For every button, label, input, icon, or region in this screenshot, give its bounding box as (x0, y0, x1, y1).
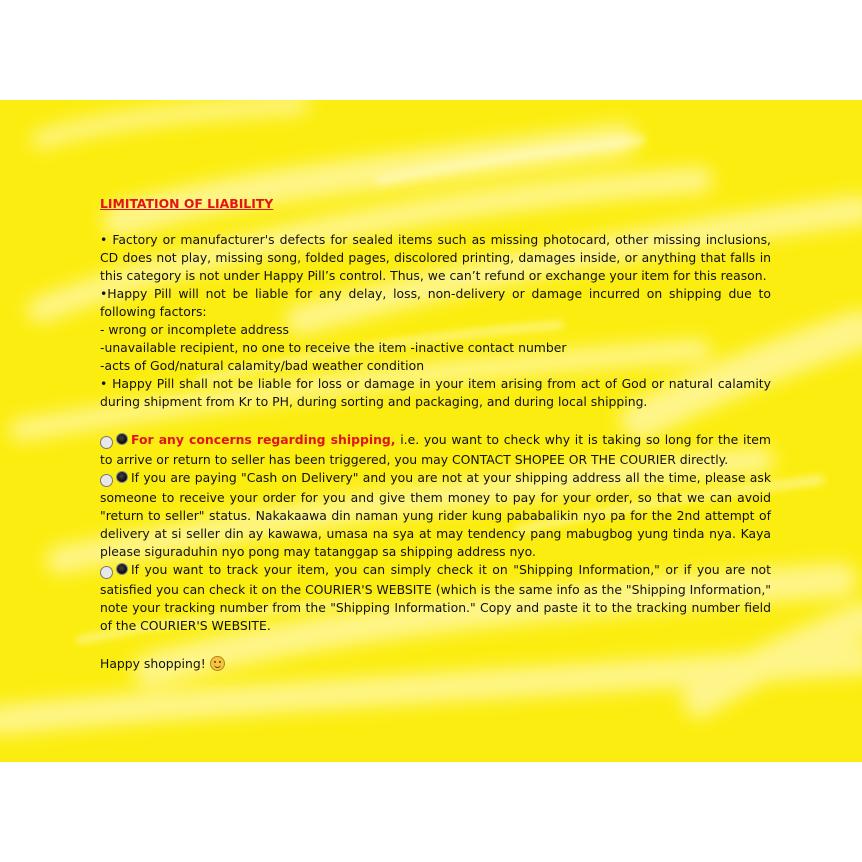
note-concerns-highlight: For any concerns regarding shipping, (131, 432, 396, 447)
closing-text: Happy shopping! (100, 656, 206, 671)
note-concerns (100, 431, 771, 469)
closing-line (100, 655, 771, 673)
note-tracking (100, 561, 771, 635)
paragraph-shipping-liability: •Happy Pill will not be liable for any delay, loss, non-delivery or damage incurred on shipping due to following factors: (100, 286, 771, 319)
radio-circles-icon (100, 563, 128, 581)
note-concerns-text: i.e. you want to check why it is taking so long for the item to arrive or return to seller has been triggered, you may CONTACT SHOPEE OR THE COURIER directly. (100, 432, 771, 467)
smiling-face-icon (210, 656, 225, 671)
section-title: LIMITATION OF LIABILITY (100, 196, 274, 211)
spacer (100, 635, 771, 655)
note-cod (100, 469, 771, 561)
note-cod-text: If you are paying "Cash on Delivery" and you are not at your shipping address all the time, please ask someone to receive your order for you and give them money to pay for your order, so that we can avoid "return to seller" status. Nakakaawa din naman yung rider kung pababalikin nyo pa for the 2nd attempt of delivery at si seller din ay kawawa, umasa na sya at may tendency pang mabugbog yung tinda nya. Kaya please siguraduhin nyo pong may tatanggap sa shipping address nyo. (100, 470, 771, 559)
radio-circles-icon (100, 471, 128, 489)
spacer (100, 411, 771, 431)
factor-calamity: -acts of God/natural calamity/bad weather condition (100, 358, 425, 373)
liability-text (100, 195, 771, 673)
radio-circles-icon (100, 433, 128, 451)
factor-address: - wrong or incomplete address (100, 322, 290, 337)
note-tracking-text: If you want to track your item, you can simply check it on "Shipping Information," or if you are not satisfied you can check it on the COURIER'S WEBSITE (which is the same info as the "Shipping Information," note your tracking number from the "Shipping Information." Copy and paste it to the tracking number field of the COURIER'S WEBSITE. (100, 562, 771, 633)
factor-recipient: -unavailable recipient, no one to receive the item -inactive contact number (100, 340, 567, 355)
yellow-panel (0, 100, 862, 762)
paragraph-defects: • Factory or manufacturer's defects for sealed items such as missing photocard, other missing inclusions, CD does not play, missing song, folded pages, discolored printing, damages inside, or anything that falls in this category is not under Happy Pill’s control. Thus, we can’t refund or exchange your item for this reason. (100, 232, 771, 283)
paragraph-act-of-god: • Happy Pill shall not be liable for loss or damage in your item arising from act of God or natural calamity during shipment from Kr to PH, during sorting and packaging, and during local shipping. (100, 376, 771, 409)
